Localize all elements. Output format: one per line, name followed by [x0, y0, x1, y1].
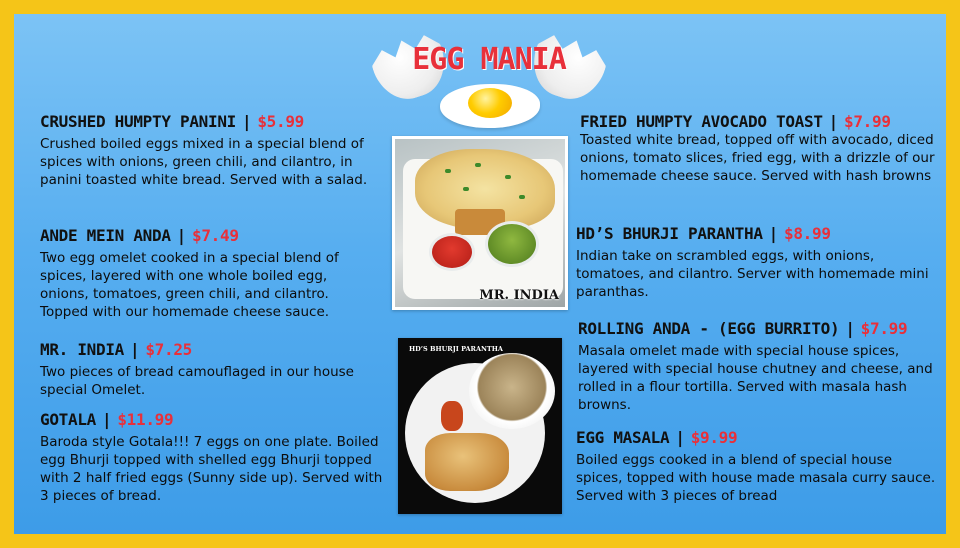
menu-item-gotala — [40, 410, 390, 505]
photo-caption: MR. INDIA — [479, 288, 559, 303]
menu-item-heading — [576, 224, 936, 243]
herb-icon — [463, 187, 469, 191]
menu-item-ande-mein-anda — [40, 226, 380, 321]
chutney-cup-icon — [485, 221, 539, 267]
menu-item-description: Two egg omelet cooked in a special blend of spices, layered with one whole boiled egg, onions, tomatoes, green chili, and cilantro. Topped with our homemade cheese sauce. — [40, 250, 339, 320]
menu-item-mr-india — [40, 340, 380, 399]
separator: | — [242, 112, 252, 131]
separator: | — [845, 319, 855, 338]
menu-item-heading — [576, 428, 938, 447]
menu-board — [14, 14, 946, 534]
menu-item-heading — [40, 340, 380, 359]
bhurji-parantha-photo — [398, 338, 562, 514]
menu-item-name: CRUSHED HUMPTY PANINI — [40, 112, 236, 131]
menu-item-price: $8.99 — [784, 224, 831, 243]
menu-item-name: GOTALA — [40, 410, 96, 429]
ketchup-cup-icon — [429, 233, 475, 271]
menu-item-price: $5.99 — [257, 112, 305, 131]
separator: | — [768, 224, 779, 243]
menu-item-name: MR. INDIA — [40, 340, 124, 359]
menu-item-description: Baroda style Gotala!!! 7 eggs on one plate. Boiled egg Bhurji topped with shelled egg Bhurji topped with 2 half fried eggs (Sunny side up). Served with 3 pieces of bread. — [40, 434, 383, 504]
mr-india-photo — [392, 136, 568, 310]
separator: | — [176, 226, 187, 245]
menu-item-description: Toasted white bread, topped off with avocado, diced onions, tomato slices, fried egg, with a drizzle of our homemade cheese sauce. Served with hash browns — [580, 132, 935, 184]
menu-item-description: Crushed boiled eggs mixed in a special blend of spices with onions, green chili, and cilantro, in panini toasted white bread. Served with a salad. — [40, 136, 368, 188]
menu-item-description: Indian take on scrambled eggs, with onions, tomatoes, and cilantro. Server with homemade mini paranthas. — [576, 248, 929, 300]
menu-title: EGG MANIA — [412, 42, 566, 77]
menu-item-name: EGG MASALA — [576, 428, 670, 447]
menu-header — [374, 22, 604, 134]
separator: | — [102, 410, 112, 429]
menu-item-price: $9.99 — [690, 428, 738, 447]
separator: | — [675, 428, 685, 447]
menu-item-hds-bhurji-parantha — [576, 224, 936, 301]
pickle-icon — [441, 401, 463, 431]
menu-item-description: Boiled eggs cooked in a blend of special house spices, topped with house made masala curry sauce. Served with 3 pieces of bread — [576, 452, 936, 504]
menu-item-price: $7.99 — [860, 319, 908, 338]
menu-item-description: Masala omelet made with special house spices, layered with special house chutney and cheese, and rolled in a flour tortilla. Served with masala hash browns. — [578, 343, 933, 413]
herb-icon — [519, 195, 525, 199]
herb-icon — [445, 169, 451, 173]
menu-item-name: ROLLING ANDA - (EGG BURRITO) — [578, 319, 840, 338]
menu-item-rolling-anda — [578, 319, 938, 414]
menu-item-fried-humpty-avocado-toast — [580, 112, 936, 185]
menu-item-heading — [580, 112, 936, 131]
paratha-icon — [425, 433, 509, 491]
menu-item-description: Two pieces of bread camouflaged in our house special Omelet. — [40, 364, 354, 398]
menu-item-heading — [578, 319, 938, 338]
menu-item-heading — [40, 112, 380, 131]
herb-icon — [475, 163, 481, 167]
menu-item-name: FRIED HUMPTY AVOCADO TOAST — [580, 112, 823, 131]
separator: | — [130, 340, 140, 359]
photo-caption: HD’S BHURJI PARANTHA — [409, 345, 503, 353]
menu-item-price: $11.99 — [117, 410, 174, 429]
menu-item-price: $7.25 — [145, 340, 193, 359]
separator: | — [828, 112, 838, 131]
menu-item-crushed-humpty-panini — [40, 112, 380, 189]
fried-egg-yolk-icon — [468, 88, 512, 118]
menu-item-egg-masala — [576, 428, 938, 505]
menu-item-price: $7.99 — [844, 112, 891, 131]
menu-item-name: HD’S BHURJI PARANTHA — [576, 224, 763, 243]
menu-item-price: $7.49 — [192, 226, 239, 245]
menu-item-name: ANDE MEIN ANDA — [40, 226, 171, 245]
herb-icon — [505, 175, 511, 179]
menu-item-heading — [40, 410, 390, 429]
bhurji-bowl-icon — [469, 353, 555, 429]
menu-item-heading — [40, 226, 380, 245]
